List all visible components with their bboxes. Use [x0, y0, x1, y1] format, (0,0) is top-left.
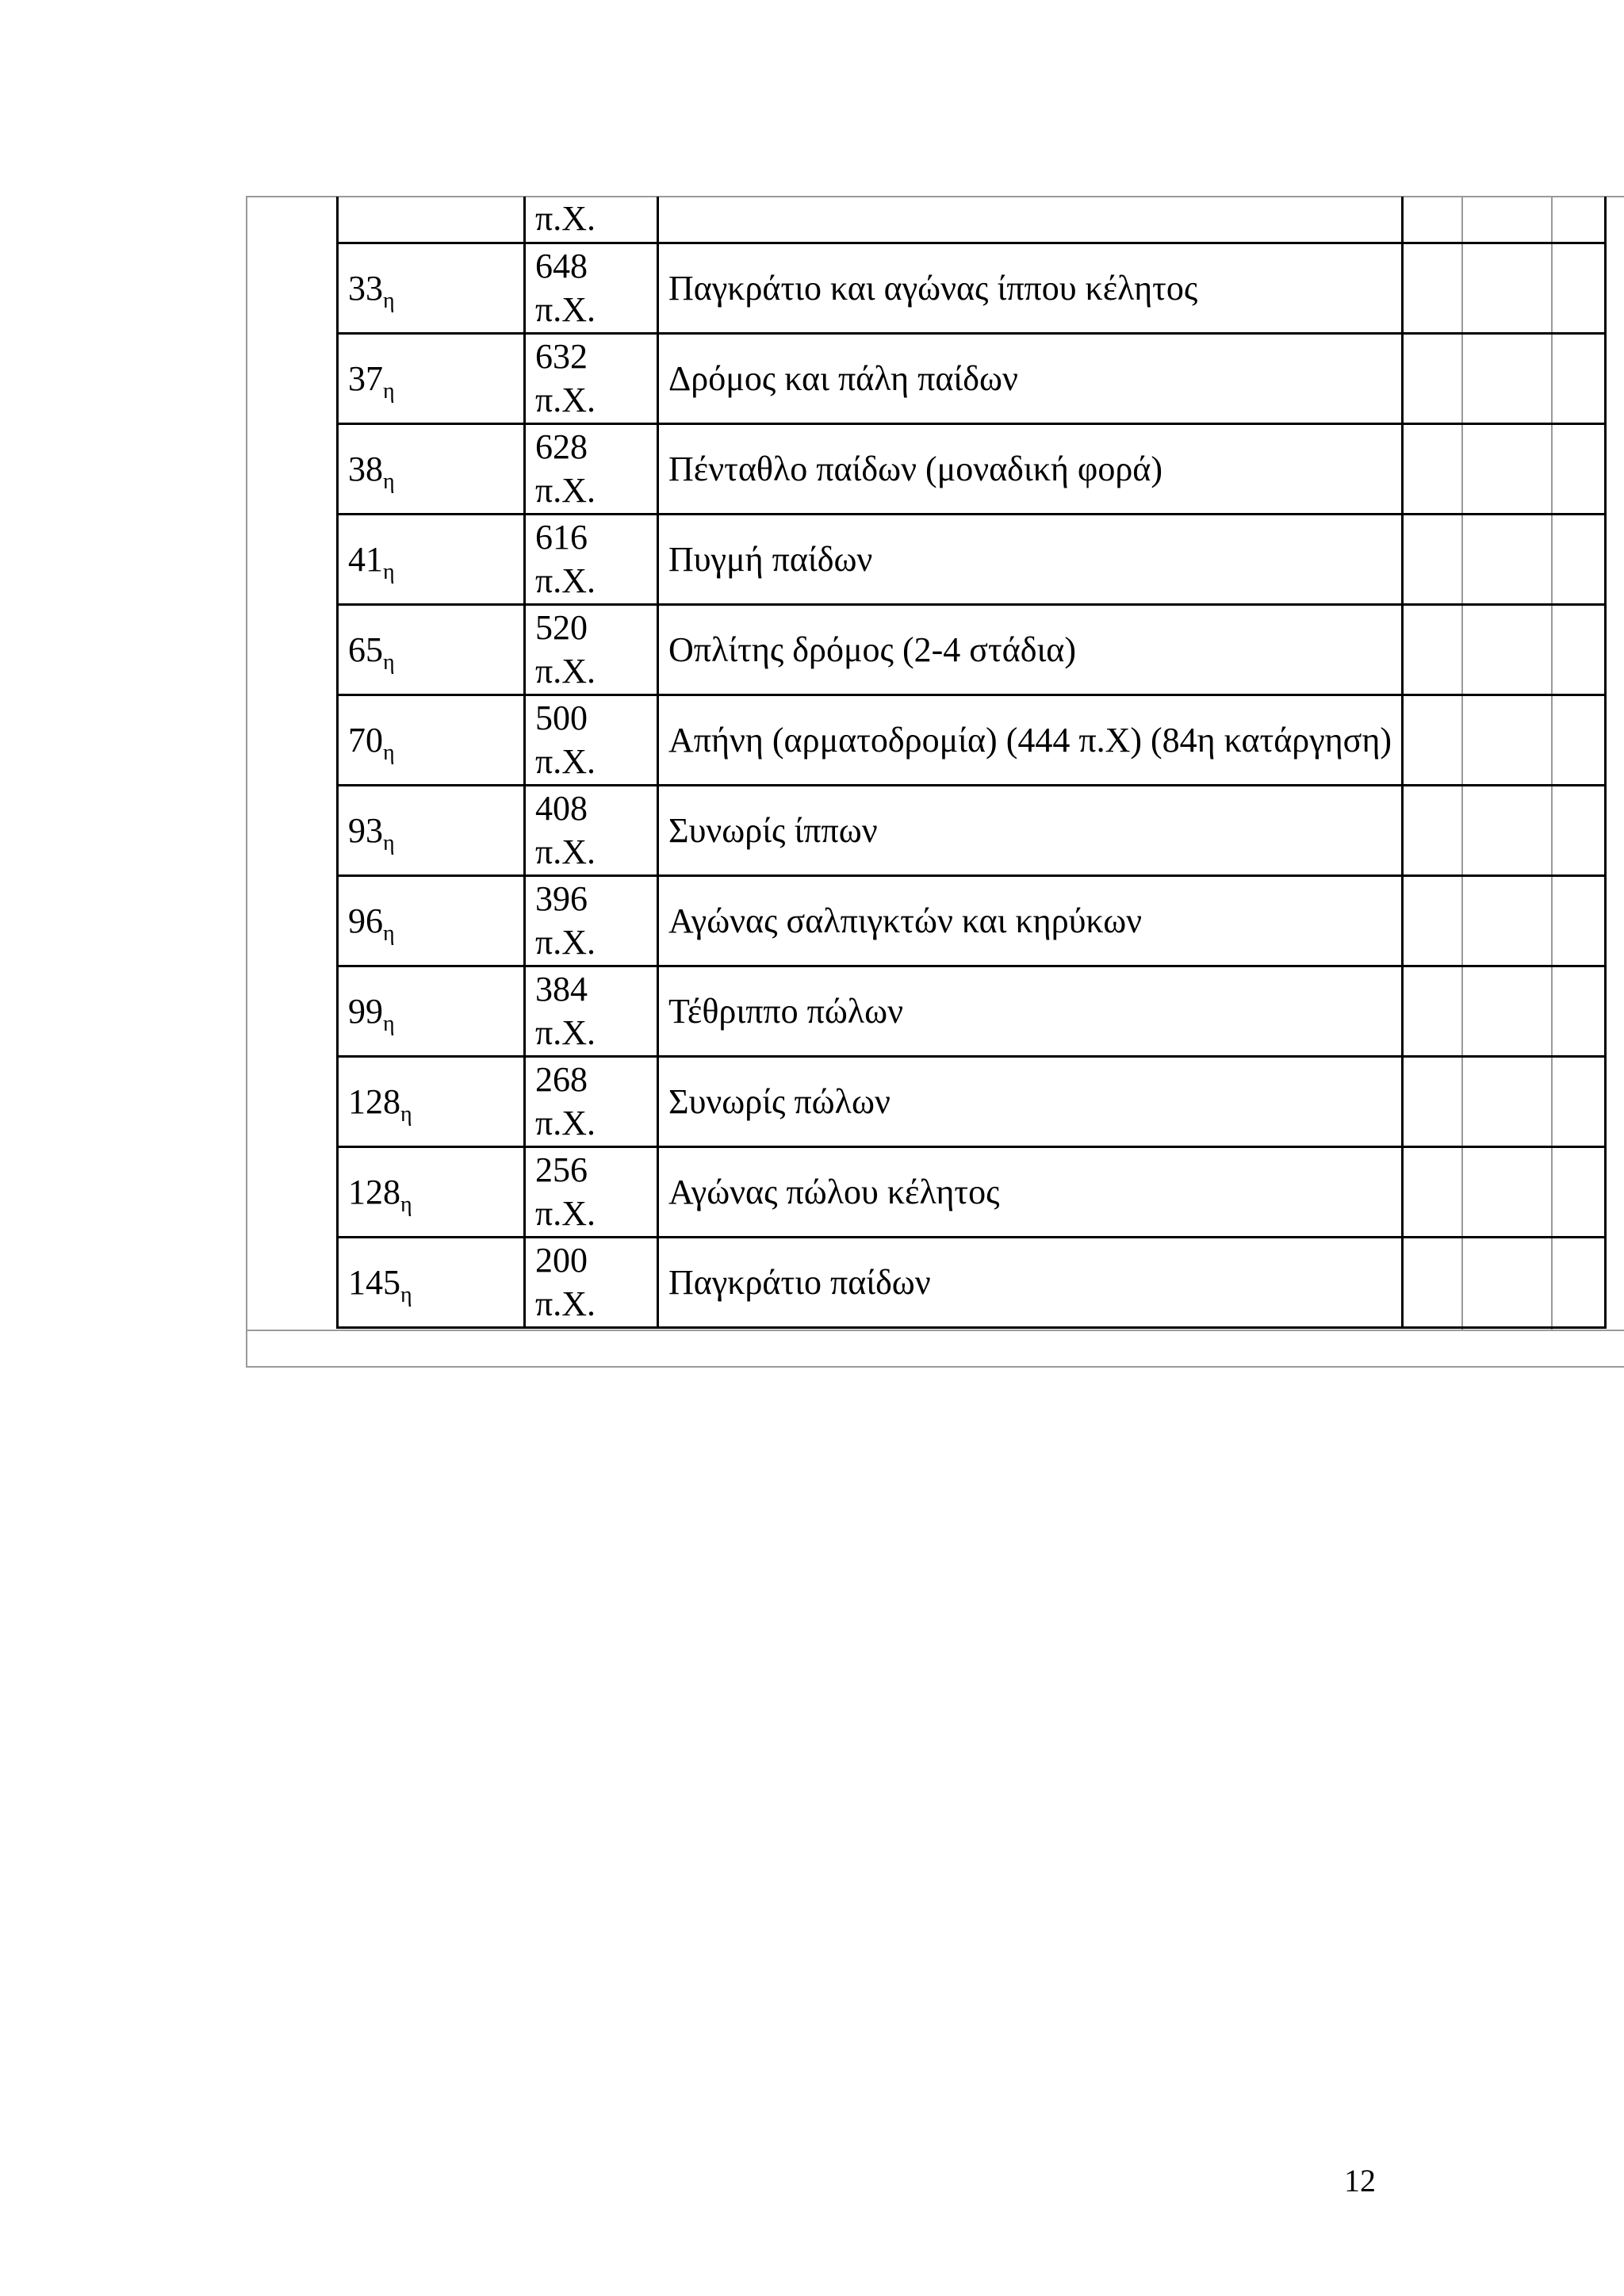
year-value: 268	[535, 1060, 588, 1099]
empty-cell	[1403, 1146, 1606, 1237]
event-name: Παγκράτιο και αγώνας ίππου κέλητος	[668, 268, 1198, 308]
year-cell	[525, 514, 658, 604]
year-value: 408	[535, 789, 588, 828]
olympiad-cell	[338, 197, 525, 243]
olympiad-events-table	[336, 197, 1607, 1329]
year-era: π.Χ.	[535, 923, 596, 962]
event-cell	[658, 875, 1403, 966]
olympiad-number: 96	[348, 901, 383, 940]
empty-cell	[1403, 875, 1606, 966]
ordinal-suffix: η	[383, 920, 395, 946]
year-cell	[525, 1237, 658, 1327]
event-cell	[658, 1146, 1403, 1237]
year-era: π.Χ.	[535, 199, 596, 238]
table-row	[338, 695, 1606, 785]
year-cell	[525, 785, 658, 875]
table-row-continued	[338, 197, 1606, 243]
event-name: Πυγμή παίδων	[668, 539, 873, 579]
olympiad-number: 93	[348, 810, 383, 850]
event-name: Αγώνας σαλπιγκτών και κηρύκων	[668, 901, 1143, 940]
year-era: π.Χ.	[535, 1013, 596, 1052]
table-row	[338, 1146, 1606, 1237]
year-cell	[525, 423, 658, 514]
year-value: 520	[535, 608, 588, 647]
ordinal-suffix: η	[383, 378, 395, 404]
olympiad-cell	[338, 243, 525, 333]
empty-cell	[1403, 1056, 1606, 1146]
olympiad-number: 37	[348, 358, 383, 398]
year-value: 384	[535, 970, 588, 1008]
event-cell	[658, 423, 1403, 514]
year-cell	[525, 875, 658, 966]
table-row	[338, 243, 1606, 333]
year-cell	[525, 1056, 658, 1146]
olympiad-number: 41	[348, 539, 383, 579]
table-row	[338, 604, 1606, 695]
table-row	[338, 966, 1606, 1056]
olympiad-cell	[338, 514, 525, 604]
event-cell	[658, 243, 1403, 333]
year-era: π.Χ.	[535, 742, 596, 781]
olympiad-cell	[338, 695, 525, 785]
year-value: 256	[535, 1150, 588, 1189]
event-cell	[658, 1056, 1403, 1146]
year-value: 616	[535, 518, 588, 557]
event-cell	[658, 785, 1403, 875]
ordinal-suffix: η	[383, 830, 395, 855]
event-cell	[658, 966, 1403, 1056]
page-number: 12	[1344, 2163, 1376, 2198]
year-era: π.Χ.	[535, 652, 596, 691]
event-cell	[658, 1237, 1403, 1327]
table-row	[338, 1237, 1606, 1327]
ordinal-suffix: η	[383, 469, 395, 494]
table-row	[338, 1056, 1606, 1146]
year-cell	[525, 966, 658, 1056]
year-value: 648	[535, 247, 588, 285]
table-row	[338, 423, 1606, 514]
year-era: π.Χ.	[535, 561, 596, 600]
event-name: Συνωρίς πώλων	[668, 1081, 891, 1121]
olympiad-cell	[338, 1056, 525, 1146]
olympiad-number: 33	[348, 268, 383, 308]
event-name: Δρόμος και πάλη παίδων	[668, 358, 1018, 398]
year-value: 628	[535, 427, 588, 466]
olympiad-number: 128	[348, 1172, 400, 1211]
year-cell	[525, 333, 658, 423]
empty-cell	[1403, 604, 1606, 695]
table-row	[338, 875, 1606, 966]
empty-cell	[1403, 197, 1606, 243]
event-name: Πένταθλο παίδων (μοναδική φορά)	[668, 449, 1162, 488]
empty-cell	[1403, 333, 1606, 423]
olympiad-number: 70	[348, 720, 383, 760]
olympiad-number: 65	[348, 629, 383, 669]
olympiad-number: 99	[348, 991, 383, 1031]
event-cell	[658, 197, 1403, 243]
year-value: 200	[535, 1241, 588, 1280]
year-cell	[525, 695, 658, 785]
year-value: 632	[535, 337, 588, 376]
empty-cell	[1403, 785, 1606, 875]
year-cell	[525, 197, 658, 243]
event-name: Συνωρίς ίππων	[668, 810, 878, 850]
empty-cell	[1403, 695, 1606, 785]
table-row	[338, 514, 1606, 604]
olympiad-cell	[338, 966, 525, 1056]
event-name: Οπλίτης δρόμος (2-4 στάδια)	[668, 629, 1077, 669]
event-name: Αγώνας πώλου κέλητος	[668, 1172, 1000, 1211]
ordinal-suffix: η	[383, 649, 395, 675]
empty-cell	[1403, 514, 1606, 604]
year-era: π.Χ.	[535, 471, 596, 510]
empty-cell	[1403, 243, 1606, 333]
olympiad-cell	[338, 333, 525, 423]
olympiad-number: 145	[348, 1262, 400, 1302]
empty-cell	[1403, 966, 1606, 1056]
year-value: 396	[535, 879, 588, 918]
event-cell	[658, 604, 1403, 695]
year-era: π.Χ.	[535, 1104, 596, 1142]
year-era: π.Χ.	[535, 832, 596, 871]
empty-cell	[1403, 1237, 1606, 1327]
olympiad-cell	[338, 423, 525, 514]
olympiad-cell	[338, 1237, 525, 1327]
olympiad-cell	[338, 1146, 525, 1237]
event-name: Παγκράτιο παίδων	[668, 1262, 931, 1302]
table-row	[338, 785, 1606, 875]
ordinal-suffix: η	[383, 288, 395, 313]
ordinal-suffix: η	[383, 740, 395, 765]
year-value: 500	[535, 698, 588, 737]
event-cell	[658, 514, 1403, 604]
year-cell	[525, 604, 658, 695]
year-era: π.Χ.	[535, 290, 596, 329]
olympiad-cell	[338, 785, 525, 875]
year-era: π.Χ.	[535, 381, 596, 419]
ordinal-suffix: η	[400, 1101, 412, 1127]
olympiad-cell	[338, 875, 525, 966]
event-cell	[658, 333, 1403, 423]
year-cell	[525, 1146, 658, 1237]
ordinal-suffix: η	[383, 1011, 395, 1036]
empty-cell	[1403, 423, 1606, 514]
ordinal-suffix: η	[383, 559, 395, 584]
event-name: Απήνη (αρματοδρομία) (444 π.Χ) (84η κατάργηση)	[668, 720, 1392, 760]
event-name: Τέθριππο πώλων	[668, 991, 903, 1031]
ordinal-suffix: η	[400, 1282, 412, 1307]
event-cell	[658, 695, 1403, 785]
year-cell	[525, 243, 658, 333]
table-row	[338, 333, 1606, 423]
olympiad-number: 38	[348, 449, 383, 488]
year-era: π.Χ.	[535, 1284, 596, 1323]
frame-divider-bottom	[246, 1330, 1624, 1331]
ordinal-suffix: η	[400, 1192, 412, 1217]
olympiad-number: 128	[348, 1081, 400, 1121]
year-era: π.Χ.	[535, 1194, 596, 1233]
olympiad-cell	[338, 604, 525, 695]
